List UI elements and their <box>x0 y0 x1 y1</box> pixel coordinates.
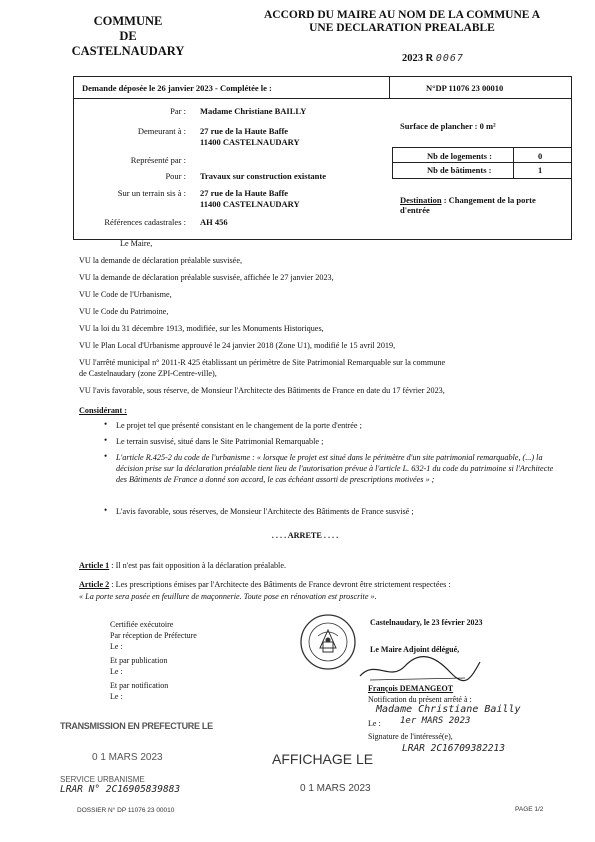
certification-block <box>110 619 260 702</box>
article-2-title: Article 2 <box>79 580 110 589</box>
deposit-date: Demande déposée le 26 janvier 2023 - Complétée le : <box>82 83 272 93</box>
title-line-2: UNE DECLARATION PREALABLE <box>309 22 495 34</box>
nb-logements-label: Nb de logements : <box>427 151 492 161</box>
terrain-line-2: 11400 CASTELNAUDARY <box>200 199 300 209</box>
document-title <box>232 9 572 35</box>
bullet-icon: • <box>104 505 108 515</box>
commune-line-3: CASTELNAUDARY <box>71 44 185 58</box>
vu-item: VU la demande de déclaration préalable susvisée, <box>79 256 242 265</box>
vu-item: de Castelnaudary (zone ZPI-Centre-ville), <box>79 369 217 378</box>
notified-person-handwritten: Madame Christiane Bailly <box>376 704 521 715</box>
commune-line-1: COMMUNE <box>93 14 163 28</box>
nb-batiments-label: Nb de bâtiments : <box>427 165 492 175</box>
signature-interesse: Signature de l'intéressé(e), <box>368 732 453 741</box>
represente-label: Représenté par : <box>130 155 186 165</box>
par-value: Madame Christiane BAILLY <box>200 106 307 116</box>
ref-handwritten: 0067 <box>435 53 464 64</box>
nb-batiments-value: 1 <box>538 165 543 175</box>
article-1 <box>79 560 569 571</box>
demeurant-label: Demeurant à : <box>137 126 186 136</box>
cert-line: Le : <box>110 667 123 676</box>
cert-line: Et par publication <box>110 656 168 665</box>
title-line-1: ACCORD DU MAIRE AU NOM DE LA COMMUNE A <box>264 9 540 21</box>
affichage-date-stamp: 0 1 MARS 2023 <box>300 783 371 794</box>
place-date: Castelnaudary, le 23 février 2023 <box>370 618 483 627</box>
vu-item: VU le Code du Patrimoine, <box>79 307 169 316</box>
ref-prefix: 2023 R <box>402 53 434 64</box>
bullet-icon: • <box>104 435 108 445</box>
par-label: Par : <box>170 106 186 116</box>
signatory-role: Le Maire Adjoint délégué, <box>370 645 460 654</box>
cert-line: Certifiée exécutoire <box>110 620 174 629</box>
transmission-stamp: TRANSMISSION EN PREFECTURE LE <box>60 721 213 731</box>
lrar-number-handwritten: LRAR 2C16709382213 <box>402 743 505 754</box>
considerant-item: L'avis favorable, sous réserves, de Monsieur l'Architecte des Bâtiments de France susvisé ; <box>116 507 414 516</box>
bullet-icon: • <box>104 451 108 461</box>
considerant-title: Considérant : <box>79 406 127 415</box>
bullet-icon: • <box>104 419 108 429</box>
municipal-seal-icon <box>298 612 358 672</box>
article-2-text: : Les prescriptions émises par l'Architecte des Bâtiments de France devront être strictement respectées : <box>109 580 451 589</box>
demeurant-line-2: 11400 CASTELNAUDARY <box>200 137 300 147</box>
considerant-item: Le terrain susvisé, situé dans le Site Patrimonial Remarquable ; <box>116 437 324 446</box>
le-maire: Le Maire, <box>120 239 153 248</box>
cert-line: Par réception de Préfecture <box>110 631 197 640</box>
arrete-heading: . . . . ARRETE . . . . <box>271 531 339 540</box>
destination-value: : Changement de la porte d'entrée <box>400 195 536 215</box>
dossier-info-box <box>73 76 572 240</box>
destination-label: Destination <box>400 195 442 205</box>
vu-item: VU le Plan Local d'Urbanisme approuvé le 24 janvier 2018 (Zone U1), modifié le 15 avril 2019, <box>79 341 396 350</box>
surface-plancher: Surface de plancher : 0 m² <box>400 121 496 131</box>
cert-line: Le : <box>110 692 123 701</box>
arrete-reference <box>402 53 464 64</box>
nb-logements-value: 0 <box>538 151 543 161</box>
notification-date-handwritten: 1er MARS 2023 <box>400 716 471 726</box>
footer-page: PAGE 1/2 <box>515 806 544 813</box>
vu-item: VU l'arrêté municipal n° 2011-R 425 établissant un périmètre de Site Patrimonial Remarquable sur la commune <box>79 358 446 367</box>
commune-name <box>68 14 188 59</box>
article-1-text: : Il n'est pas fait opposition à la déclaration préalable. <box>109 561 286 570</box>
lrar-left-handwritten: LRAR N° 2C16905839883 <box>60 784 181 795</box>
cert-line: Et par notification <box>110 681 169 690</box>
affichage-stamp: AFFICHAGE LE <box>272 751 374 767</box>
considerant-item: L'article R.425-2 du code de l'urbanisme : « lorsque le projet est situé dans le périmètre d'un site patrimonial remarquable, (...) la décision prise sur la déclaration préalable tient lieu de l'autorisation prévue à l'article L. 632-1 du code du patrimoine si l'Architecte des Bâtiments de France a donné son accord, le cas échéant assorti de prescriptions motivées » ; <box>116 453 554 484</box>
vu-item: VU la demande de déclaration préalable susvisée, affichée le 27 janvier 2023, <box>79 273 334 282</box>
counts-table <box>392 147 572 179</box>
dossier-number: N°DP 11076 23 00010 <box>426 83 504 93</box>
footer-dossier: DOSSIER N° DP 11076 23 00010 <box>77 807 175 814</box>
refcad-value: AH 456 <box>200 217 228 227</box>
commune-line-2: DE <box>119 29 137 43</box>
demeurant-line-1: 27 rue de la Haute Baffe <box>200 126 289 136</box>
transmission-date-stamp: 0 1 MARS 2023 <box>92 752 163 763</box>
notification-line: Notification du présent arrêté à : <box>368 695 472 704</box>
vu-item: VU le Code de l'Urbanisme, <box>79 290 172 299</box>
terrain-label: Sur un terrain sis à : <box>117 188 186 198</box>
destination <box>400 195 565 215</box>
handwritten-signature <box>355 654 485 684</box>
cert-line: Le : <box>110 642 123 651</box>
article-2-quote: « La porte sera posée en feuillure de maçonnerie. Toute pose en rénovation est proscrite ». <box>79 592 377 601</box>
article-1-title: Article 1 <box>79 561 110 570</box>
vu-item: VU l'avis favorable, sous réserve, de Monsieur l'Architecte des Bâtiments de France en date du 17 février 2023, <box>79 386 445 395</box>
pour-value: Travaux sur construction existante <box>200 171 327 181</box>
considerant-item: Le projet tel que présenté consistant en le changement de la porte d'entrée ; <box>116 421 362 430</box>
vu-list <box>79 255 569 396</box>
refcad-label: Références cadastrales : <box>104 217 186 227</box>
notification-date-label: Le : <box>368 719 381 728</box>
pour-label: Pour : <box>165 171 186 181</box>
article-2 <box>79 579 569 590</box>
service-urbanisme-stamp: SERVICE URBANISME <box>60 775 145 784</box>
terrain-line-1: 27 rue de la Haute Baffe <box>200 188 289 198</box>
vu-item: VU la loi du 31 décembre 1913, modifiée, sur les Monuments Historiques, <box>79 324 324 333</box>
signatory-name: François DEMANGEOT <box>368 684 454 693</box>
